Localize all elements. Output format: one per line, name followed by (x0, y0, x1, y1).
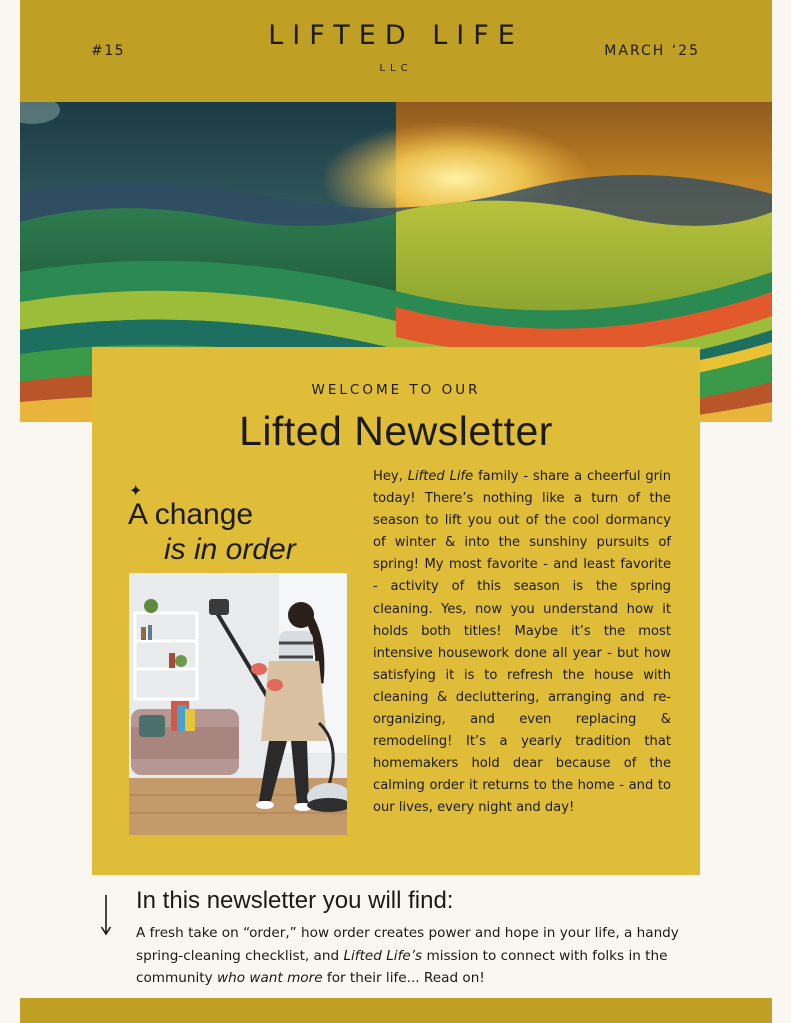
down-arrow-icon (100, 893, 112, 941)
summary-text: A fresh take on “order,” how order creates power and hope in your life, a handy spring-cleaning checklist, and (136, 925, 679, 964)
feature-headline-line2: is in order (164, 533, 296, 566)
brand-mention: Lifted Life (407, 469, 474, 484)
footer-bar (20, 998, 772, 1023)
brand-name: LIFTED LIFE (268, 20, 524, 51)
brand-mention: Lifted Life’s (343, 947, 423, 964)
find-heading: In this newsletter you will find: (136, 887, 454, 914)
masthead (20, 0, 772, 102)
sparkle-icon: ✦ (129, 481, 143, 500)
summary-text: for their life... Read on! (322, 970, 485, 986)
emphasis-text: who want more (216, 970, 323, 986)
newsletter-title: Lifted Newsletter (239, 408, 553, 454)
cleaning-photo (129, 573, 347, 835)
intro-text: Hey, (373, 469, 408, 484)
intro-paragraph (373, 466, 671, 820)
brand-suffix: LLC (379, 63, 413, 74)
issue-date: MARCH ‘25 (604, 43, 700, 59)
welcome-card (92, 347, 700, 875)
find-summary (136, 922, 716, 990)
summary-text: mission to connect with folks in the community (136, 947, 668, 986)
intro-text: family - share a cheerful grin today! There’s nothing like a turn of the season to lift you out of the cool dormancy of winter & into the sunshiny pursuits of spring! My most favorite - and least favorite - activity of this season is the spring cleaning. Yes, now you understand how it holds both titles! Maybe it’s the most intensive housework done all year - but how satisfying it is to refresh the house with cleaning & decluttering, arranging and re-organizing, and even replacing & remodeling! It’s a yearly tradition that homemakers hold dear because of the calming order it returns to the home - and to our lives, every night and day! (373, 469, 671, 816)
issue-number: #15 (91, 43, 126, 59)
feature-headline-line1: A change (128, 498, 254, 531)
woman-vacuuming-illustration (129, 573, 347, 835)
welcome-kicker: WELCOME TO OUR (311, 382, 481, 398)
